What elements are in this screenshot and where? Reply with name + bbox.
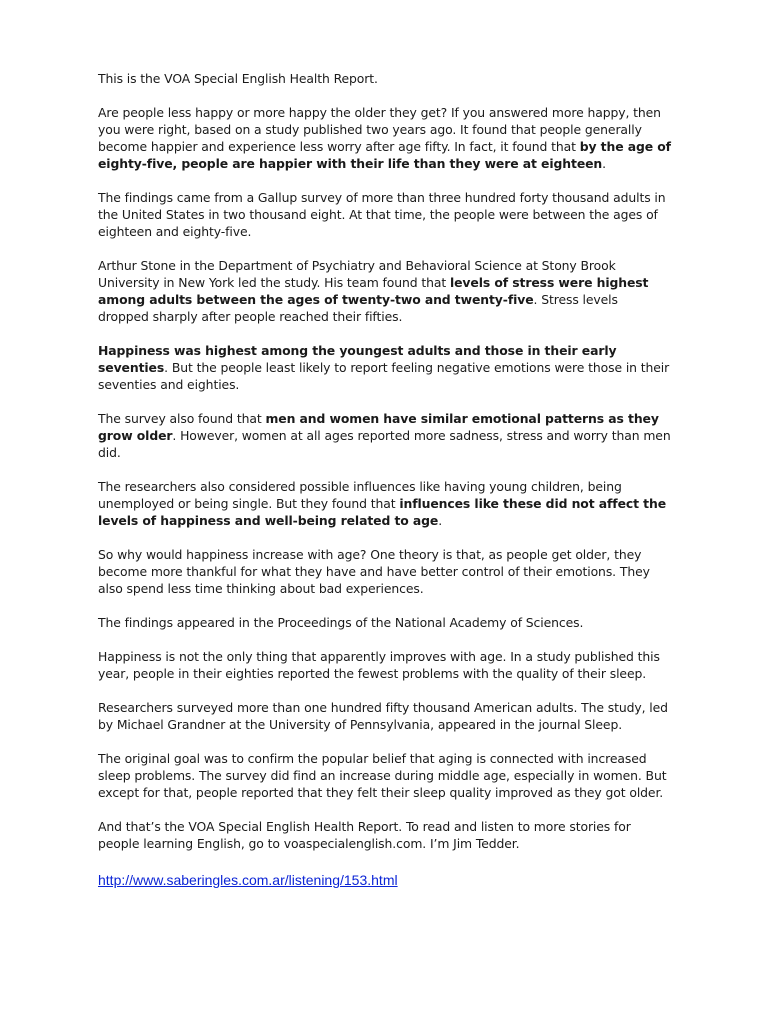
paragraph-arthur-stone: Arthur Stone in the Department of Psychiatry and Behavioral Science at Stony Brook University in New York led the study. His team found that levels of stress were highest among adults between the ages of twenty-two and twenty-five. Stress levels dropped sharply after people reached their fifties. bbox=[98, 258, 649, 324]
paragraph-closing: And that’s the VOA Special English Health Report. To read and listen to more stories for people learning English, go to voaspecialenglish.com. I’m Jim Tedder. bbox=[98, 819, 631, 851]
paragraph-happiness-highest: Happiness was highest among the youngest adults and those in their early seventies. But the people least likely to report feeling negative emotions were those in their seventies and eighties. bbox=[98, 343, 670, 392]
paragraph-men-women: The survey also found that men and women have similar emotional patterns as they grow older. However, women at all ages reported more sadness, stress and worry than men did. bbox=[98, 411, 671, 460]
bold-highlight: influences like these did not affect the levels of happiness and well-being related to age bbox=[98, 496, 667, 528]
paragraph-grandner: Researchers surveyed more than one hundred fifty thousand American adults. The study, led by Michael Grandner at the University of Pennsylvania, appeared in the journal Sleep. bbox=[98, 700, 668, 732]
paragraph-proceedings: The findings appeared in the Proceedings of the National Academy of Sciences. bbox=[98, 615, 584, 630]
paragraph-happiness-study: Are people less happy or more happy the older they get? If you answered more happy, then you were right, based on a study published two years ago. It found that people generally become happier and experience less worry after age fifty. In fact, it found that by the age of eighty-five, people are happier with their life than they were at eighteen. bbox=[98, 105, 671, 171]
paragraph-gallup-survey: The findings came from a Gallup survey of more than three hundred forty thousand adults in the United States in two thousand eight. At that time, the people were between the ages of eighteen and eighty-five. bbox=[98, 190, 666, 239]
bold-highlight: by the age of eighty-five, people are happier with their life than they were at eighteen bbox=[98, 139, 671, 171]
bold-highlight: men and women have similar emotional patterns as they grow older bbox=[98, 411, 659, 443]
paragraph-why-theory: So why would happiness increase with age? One theory is that, as people get older, they become more thankful for what they have and have better control of their emotions. They also spend less time thinking about bad experiences. bbox=[98, 547, 650, 596]
paragraph-original-goal: The original goal was to confirm the popular belief that aging is connected with increased sleep problems. The survey did find an increase during middle age, especially in women. But except for that, people reported that they felt their sleep quality improved as they got older. bbox=[98, 751, 667, 800]
source-link[interactable]: http://www.saberingles.com.ar/listening/153.html bbox=[98, 872, 398, 888]
paragraph-intro: This is the VOA Special English Health Report. bbox=[98, 71, 378, 86]
bold-highlight: levels of stress were highest among adults between the ages of twenty-two and twenty-five bbox=[98, 275, 649, 307]
paragraph-influences: The researchers also considered possible influences like having young children, being unemployed or being single. But they found that influences like these did not affect the levels of happiness and well-being related to age. bbox=[98, 479, 667, 528]
bold-highlight: Happiness was highest among the youngest adults and those in their early seventies bbox=[98, 343, 617, 375]
paragraph-sleep-study: Happiness is not the only thing that apparently improves with age. In a study published this year, people in their eighties reported the fewest problems with the quality of their sleep. bbox=[98, 649, 660, 681]
